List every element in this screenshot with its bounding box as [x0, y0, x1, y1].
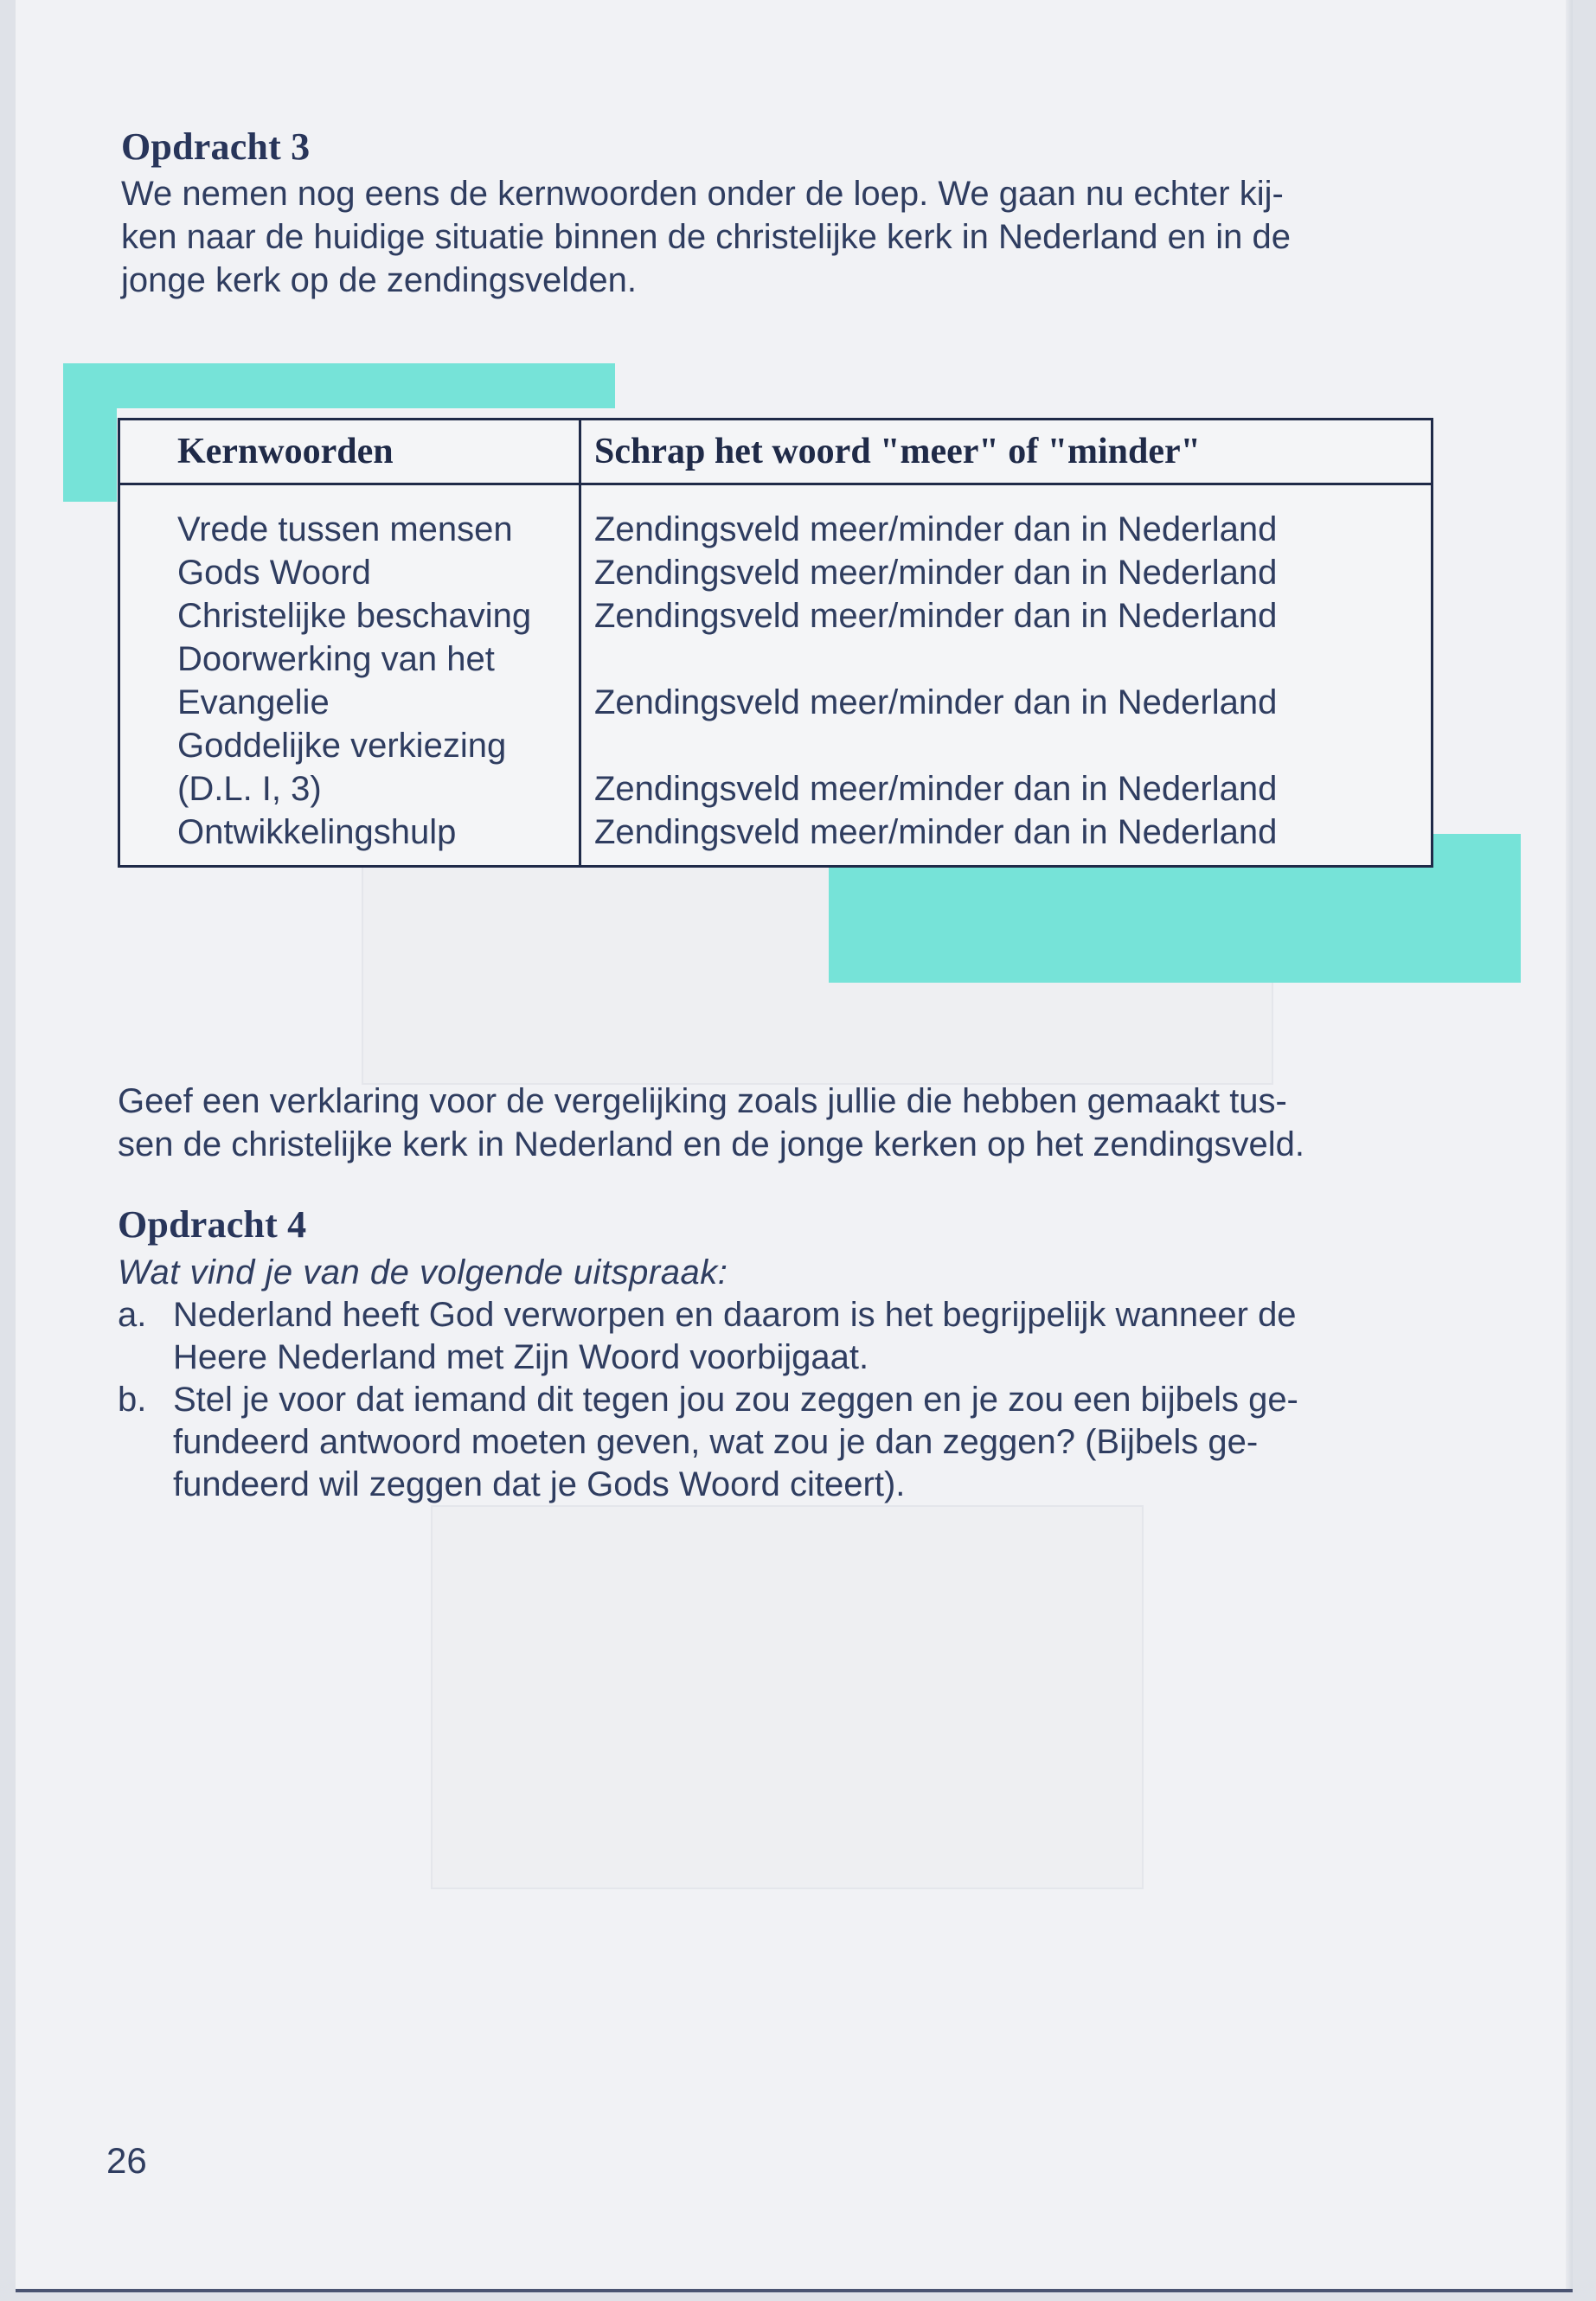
page-number: 26 [106, 2140, 147, 2181]
opdracht-3-intro-line-2: ken naar de huidige situatie binnen de christelijke kerk in Nederland en in de [121, 218, 1291, 256]
table-cell-answer: Zendingsveld meer/minder dan in Nederland [594, 770, 1278, 808]
question-b [118, 1379, 1441, 1506]
column-divider [579, 420, 581, 865]
comparison-table [118, 418, 1433, 868]
question-a [118, 1294, 1441, 1379]
teal-accent-left-tab [63, 363, 117, 502]
table-cell-keyword: Evangelie [177, 683, 330, 721]
table-cell-keyword: Goddelijke verkiezing [177, 727, 507, 765]
document-page [16, 0, 1573, 2292]
page-edge [1566, 0, 1573, 2292]
header-divider [120, 483, 1431, 485]
question-marker: b. [118, 1381, 147, 1419]
table-cell-answer: Zendingsveld meer/minder dan in Nederland [594, 597, 1278, 635]
table-cell-answer: Zendingsveld meer/minder dan in Nederland [594, 554, 1278, 592]
table-header-kernwoorden: Kernwoorden [177, 432, 394, 471]
table-header-schrap: Schrap het woord "meer" of "minder" [594, 432, 1201, 471]
table-cell-keyword: Ontwikkelingshulp [177, 813, 457, 851]
opdracht-3-intro-line-3: jonge kerk op de zendingsvelden. [121, 261, 637, 299]
explanation-line-2: sen de christelijke kerk in Nederland en de jonge kerken op het zendingsveld. [118, 1125, 1304, 1163]
table-cell-keyword: Vrede tussen mensen [177, 510, 513, 548]
question-line: Nederland heeft God verworpen en daarom is het begrijpelijk wanneer de [173, 1296, 1297, 1334]
question-line: Heere Nederland met Zijn Woord voorbijgaat. [173, 1338, 869, 1376]
table-cell-keyword: Christelijke beschaving [177, 597, 532, 635]
opdracht-3-intro-line-1: We nemen nog eens de kernwoorden onder de loep. We gaan nu echter kij- [121, 175, 1284, 213]
table-cell-keyword: (D.L. I, 3) [177, 770, 322, 808]
opdracht-4-subtitle: Wat vind je van de volgende uitspraak: [118, 1253, 728, 1292]
question-line: fundeerd antwoord moeten geven, wat zou je dan zeggen? (Bijbels ge- [173, 1423, 1259, 1461]
opdracht-4-questions [118, 1294, 1441, 1506]
opdracht-3-title: Opdracht 3 [121, 125, 311, 168]
explanation-line-1: Geef een verklaring voor de vergelijking zoals jullie die hebben gemaakt tus- [118, 1082, 1287, 1120]
teal-accent-top-bar [63, 363, 615, 408]
page-bottom-rule [16, 2289, 1573, 2292]
question-line: Stel je voor dat iemand dit tegen jou zou zeggen en je zou een bijbels ge- [173, 1381, 1298, 1419]
table-cell-answer: Zendingsveld meer/minder dan in Nederland [594, 510, 1278, 548]
table-cell-answer: Zendingsveld meer/minder dan in Nederland [594, 813, 1278, 851]
question-marker: a. [118, 1296, 147, 1334]
table-cell-answer: Zendingsveld meer/minder dan in Nederland [594, 683, 1278, 721]
show-through-shadow [431, 1505, 1144, 1889]
opdracht-4-title: Opdracht 4 [118, 1203, 307, 1246]
table-cell-keyword: Gods Woord [177, 554, 371, 592]
table-cell-keyword: Doorwerking van het [177, 640, 495, 678]
question-line: fundeerd wil zeggen dat je Gods Woord citeert). [173, 1465, 906, 1503]
